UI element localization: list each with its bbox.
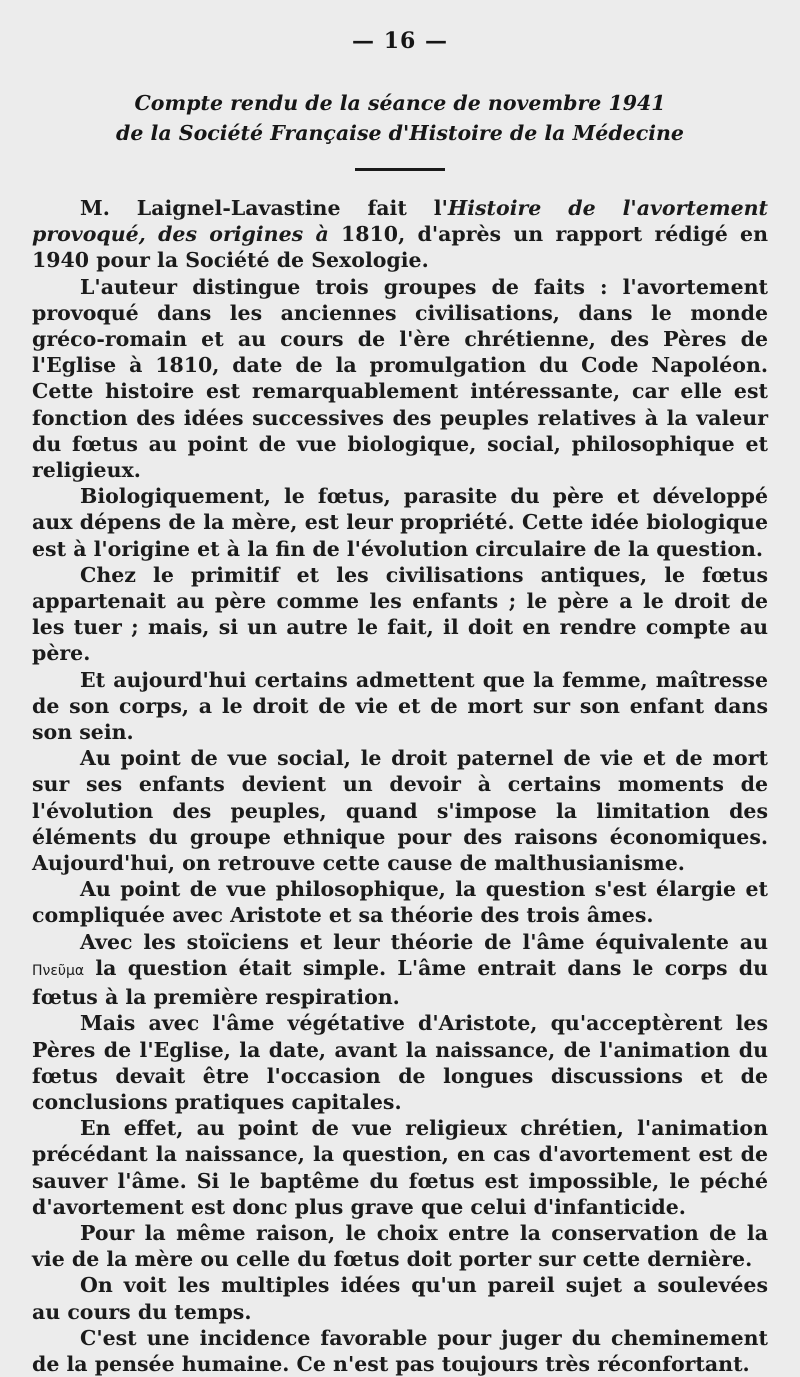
intro-paragraph xyxy=(32,195,768,274)
body-paragraph: Au point de vue philosophique, la question s'est élargie et compliquée avec Aristote et sa théorie des trois âmes. xyxy=(32,877,768,928)
body-paragraph: Mais avec l'âme végétative d'Aristote, qu'acceptèrent les Pères de l'Eglise, la date, avant la naissance, de l'animation du fœtus devait être l'occasion de longues discussions et de conclusions pratiques capitales. xyxy=(32,1011,768,1114)
intro-rest: 1810, d'après un rapport rédigé en 1940 pour la Société de Sexologie. xyxy=(32,222,769,273)
body-paragraph: Biologiquement, le fœtus, parasite du père et développé aux dépens de la mère, est leur propriété. Cette idée biologique est à l'origine et à la fin de l'évolution circulaire de la question. xyxy=(32,484,768,561)
body-paragraph: Chez le primitif et les civilisations antiques, le fœtus appartenait au père comme les enfants ; le père a le droit de les tuer ; mais, si un autre le fait, il doit en rendre compte au père. xyxy=(32,562,768,666)
page-number: — 16 — xyxy=(352,28,448,54)
intro-author: M. Laignel-Lavastine fait l' xyxy=(80,196,448,220)
body-paragraph: Pour la même raison, le choix entre la conservation de la vie de la mère ou celle du fœtus doit porter sur cette dernière. xyxy=(32,1220,768,1272)
heading-line-2: de la Société Française d'Histoire de la Médecine xyxy=(116,121,684,145)
document-page xyxy=(32,28,768,1377)
body-paragraph: C'est une incidence favorable pour juger du cheminement de la pensée humaine. Ce n'est pas toujours très réconfortant. xyxy=(32,1325,768,1376)
greek-word: Πνεῦμα xyxy=(32,962,85,979)
section-divider xyxy=(355,168,445,171)
body-paragraph: Au point de vue social, le droit paternel de vie et de mort sur ses enfants devient un devoir à certains moments de l'évolution des peuples, quand s'impose la limitation des éléments du groupe ethnique pour des raisons économiques. Aujourd'hui, on retrouve cette cause de malthusianisme. xyxy=(32,746,768,876)
stoics-paragraph xyxy=(32,929,768,1011)
intro-work-title: Histoire de l'avortement provoqué, des origines à xyxy=(32,196,768,247)
heading-line-1: Compte rendu de la séance de novembre 1941 xyxy=(134,91,666,115)
body-paragraph: En effet, au point de vue religieux chrétien, l'animation précédant la naissance, la question, en cas d'avortement est de sauver l'âme. Si le baptême du fœtus est impossible, le péché d'avortement est donc plus grave que celui d'infanticide. xyxy=(32,1116,768,1219)
body-paragraph: L'auteur distingue trois groupes de faits : l'avortement provoqué dans les anciennes civilisations, dans le monde gréco-romain et au cours de l'ère chrétienne, des Pères de l'Eglise à 1810, date de la promulgation du Code Napoléon. Cette histoire est remarquablement intéressante, car elle est fonction des idées successives des peuples relatives à la valeur du fœtus au point de vue biologique, social, philosophique et religieux. xyxy=(32,274,768,483)
stoics-text-after: la question était simple. L'âme entrait dans le corps du fœtus à la première respiration. xyxy=(32,955,768,1010)
body-paragraph: On voit les multiples idées qu'un pareil sujet a soulevées au cours du temps. xyxy=(32,1273,768,1324)
report-heading xyxy=(32,88,768,148)
body-paragraph: Et aujourd'hui certains admettent que la femme, maîtresse de son corps, a le droit de vie et de mort sur son enfant dans son sein. xyxy=(32,667,768,745)
stoics-text-before: Avec les stoïciens et leur théorie de l'âme équivalente au xyxy=(80,929,768,954)
